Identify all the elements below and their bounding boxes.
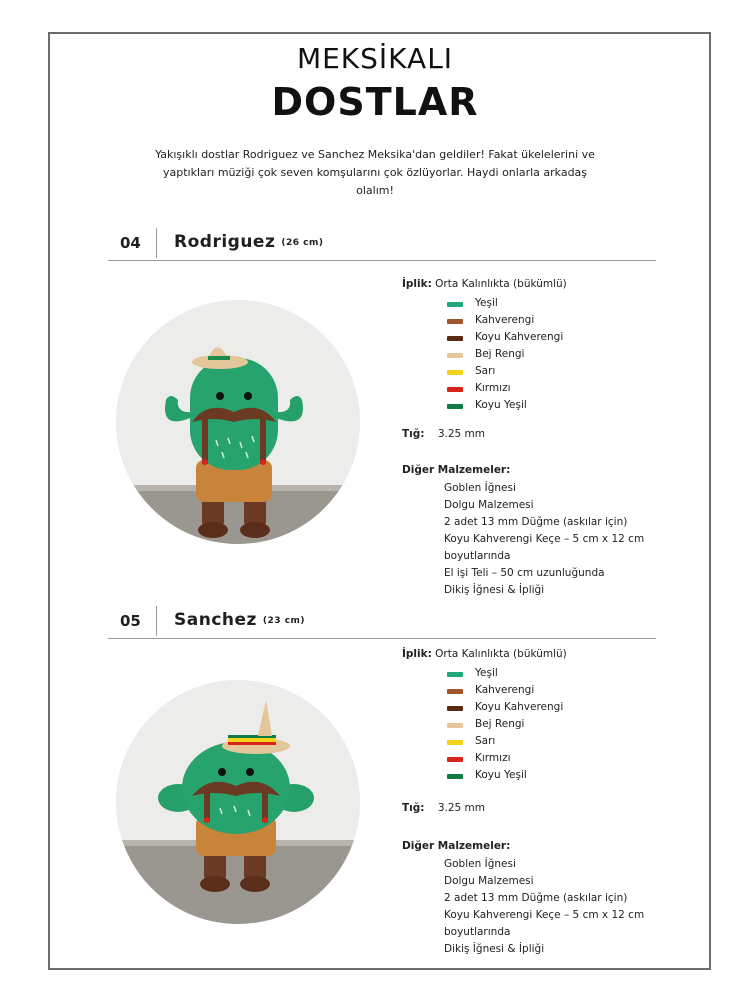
material-item: boyutlarında (444, 926, 511, 938)
yarn-name: Kırmızı (475, 752, 511, 764)
hook-value: 3.25 mm (437, 802, 486, 814)
materials-rodriguez (402, 278, 645, 596)
color-swatch (447, 353, 463, 358)
color-swatch (447, 387, 463, 392)
yarn-name: Sarı (475, 365, 496, 377)
yarn-item (447, 365, 667, 382)
color-swatch (447, 404, 463, 409)
color-swatch (447, 723, 463, 728)
material-item: Dikiş İğnesi & İpliği (444, 943, 545, 955)
material-item: Koyu Kahverengi Keçe – 5 cm x 12 cm (444, 909, 645, 921)
hook-label: Tığ: (402, 428, 425, 440)
yarn-item (447, 667, 667, 684)
color-swatch (447, 336, 463, 341)
section-divider (156, 606, 157, 636)
intro-line: yaptıkları müziği çok seven komşularını çok özlüyorlar. Haydi onlarla arkadaş (162, 166, 588, 179)
material-item: Dolgu Malzemesi (444, 875, 534, 887)
material-item: 2 adet 13 mm Düğme (askılar için) (444, 516, 628, 528)
yarn-label: İplik: (402, 648, 432, 660)
material-item: Goblen İğnesi (444, 482, 516, 494)
yarn-name: Kahverengi (475, 314, 535, 326)
material-item: 2 adet 13 mm Düğme (askılar için) (444, 892, 628, 904)
title-line-2: DOSTLAR (271, 80, 479, 124)
sanchez-cactus-amigurumi-icon (116, 680, 360, 924)
other-materials-label: Diğer Malzemeler: (402, 840, 511, 852)
yarn-name: Yeşil (475, 297, 498, 309)
color-swatch (447, 757, 463, 762)
yarn-item (447, 297, 667, 314)
yarn-name: Koyu Kahverengi (475, 331, 564, 343)
section-header-rodriguez (108, 226, 656, 260)
yarn-name: Koyu Yeşil (475, 399, 527, 411)
yarn-name: Bej Rengi (475, 718, 525, 730)
yarn-item (447, 399, 667, 416)
yarn-item (447, 684, 667, 701)
intro-line: Yakışıklı dostlar Rodriguez ve Sanchez Meksika'dan geldiler! Fakat ükelelerini ve (155, 148, 595, 161)
intro-paragraph (150, 146, 600, 200)
yarn-label: İplik: (402, 278, 432, 290)
yarn-item (447, 348, 667, 365)
yarn-item (447, 718, 667, 735)
yarn-name: Sarı (475, 735, 496, 747)
color-swatch (447, 706, 463, 711)
section-header-sanchez (108, 604, 656, 638)
section-name: Rodriguez (174, 232, 276, 252)
yarn-item (447, 735, 667, 752)
section-number: 05 (120, 612, 141, 630)
material-item: boyutlarında (444, 550, 511, 562)
color-swatch (447, 302, 463, 307)
section-rule (108, 638, 656, 639)
yarn-item (447, 382, 667, 399)
materials-sanchez (402, 648, 645, 955)
hook-value: 3.25 mm (437, 428, 486, 440)
yarn-heading (402, 648, 567, 660)
yarn-item (447, 314, 667, 331)
color-swatch (447, 689, 463, 694)
section-number: 04 (120, 234, 141, 252)
rodriguez-cactus-amigurumi-icon (116, 300, 360, 544)
yarn-item (447, 769, 667, 786)
material-item: Koyu Kahverengi Keçe – 5 cm x 12 cm (444, 533, 645, 545)
material-item: Dolgu Malzemesi (444, 499, 534, 511)
yarn-item (447, 331, 667, 348)
yarn-heading (402, 278, 567, 290)
section-rule (108, 260, 656, 261)
yarn-item (447, 752, 667, 769)
yarn-name: Yeşil (475, 667, 498, 679)
section-title (174, 232, 323, 252)
title-line-1: MEKSİKALI (296, 42, 454, 75)
sanchez-photo (116, 680, 360, 924)
section-name: Sanchez (174, 610, 257, 630)
color-swatch (447, 370, 463, 375)
intro-line: olalım! (356, 184, 394, 197)
color-swatch (447, 672, 463, 677)
material-item: El işi Teli – 50 cm uzunluğunda (444, 567, 605, 579)
other-materials-label: Diğer Malzemeler: (402, 464, 511, 476)
material-item: Goblen İğnesi (444, 858, 516, 870)
color-swatch (447, 740, 463, 745)
color-swatch (447, 774, 463, 779)
rodriguez-photo (116, 300, 360, 544)
color-swatch (447, 319, 463, 324)
material-item: Dikiş İğnesi & İpliği (444, 584, 545, 596)
yarn-type: Orta Kalınlıkta (bükümlü) (435, 648, 567, 660)
yarn-name: Koyu Kahverengi (475, 701, 564, 713)
yarn-item (447, 701, 667, 718)
section-divider (156, 228, 157, 258)
yarn-type: Orta Kalınlıkta (bükümlü) (435, 278, 567, 290)
hook-row (402, 802, 485, 814)
yarn-name: Bej Rengi (475, 348, 525, 360)
yarn-name: Kırmızı (475, 382, 511, 394)
yarn-name: Kahverengi (475, 684, 535, 696)
section-title (174, 610, 305, 630)
section-size: (26 cm) (281, 238, 324, 248)
section-size: (23 cm) (262, 616, 306, 626)
hook-label: Tığ: (402, 802, 425, 814)
yarn-name: Koyu Yeşil (475, 769, 527, 781)
hook-row (402, 428, 485, 440)
